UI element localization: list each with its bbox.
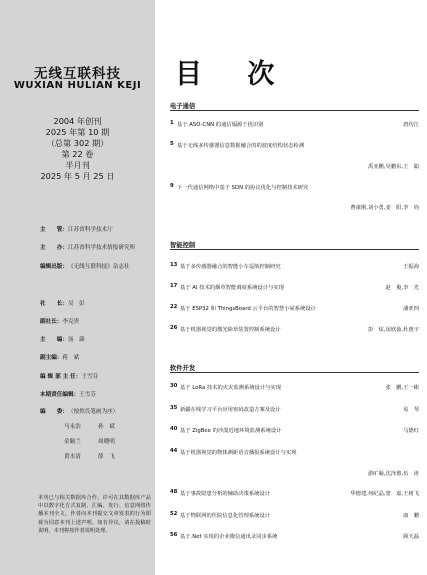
editor-name: 马永浩 (64, 424, 81, 430)
entry-page: 22 (170, 304, 178, 310)
entry-authors: 王振海 (403, 264, 419, 270)
issue-line: 2025 年 5 月 25 日 (40, 171, 115, 181)
editors-hint: （按姓氏笔画为序） (68, 409, 119, 415)
issue-line: （总第 302 期） (46, 138, 109, 148)
entry-page: 52 (170, 511, 178, 517)
magazine-pinyin: WUXIAN HULIAN KEJI (13, 80, 142, 91)
entry-title: 基于.Net 实现的企业微信通讯录同步系统 (180, 534, 278, 540)
masthead-row: 副社长：李克贵 (40, 319, 80, 325)
masthead-row: 主 办：江苏省科学技术情报研究所 (40, 245, 136, 251)
entry-authors: 彭 炫,闵欣茹,杜惠宇 (367, 327, 419, 333)
editor-name: 薛 飞 (98, 454, 115, 460)
toc-entry[interactable] (170, 383, 419, 389)
copyright-notice: 本刊已与相关数据库合作，许可在其数据库产品中以数字化方式复制、汇编、发行、信息网络传播本刊全文。作者向本刊提交文章发表的行为即视为同意本刊上述声明。如有异议，请在投稿时说明，本刊将按作者说明处理。 (38, 495, 151, 534)
entry-page: 30 (170, 383, 178, 389)
editor-name: 黄水清 (64, 454, 81, 460)
editor-name: 孙 斌 (98, 424, 115, 430)
section-divider (170, 372, 419, 373)
entry-page: 17 (170, 283, 178, 289)
entry-title: 基于 ESP32 和 ThingsBoard 云平台的智慧小屋系统设计 (180, 306, 316, 312)
issue-line: 第 22 卷 (61, 149, 94, 159)
issue-line: 半月刊 (65, 160, 90, 170)
section-heading: 电子通信 (170, 103, 196, 110)
toc-entry[interactable] (170, 405, 419, 411)
masthead-row: 编 辑 部 主 任：王雪芬 (40, 374, 99, 380)
editors-label: 编 委： (40, 409, 68, 415)
entry-title: 基于无线多传感器信息数据融合的的波度结构状态检测 (177, 143, 305, 149)
entry-page: 35 (170, 405, 178, 411)
entry-authors: 华德建,何纪晶,窦 嘉,王树飞 (350, 491, 419, 497)
entry-page: 13 (170, 262, 178, 268)
toc-entry[interactable] (170, 325, 419, 331)
section-divider (170, 110, 419, 111)
section-divider (170, 249, 419, 250)
section-heading: 软件开发 (170, 365, 196, 372)
toc-entry[interactable] (170, 532, 419, 538)
editor-name: 周晓明 (98, 439, 115, 445)
toc-entry[interactable] (170, 511, 419, 517)
section-heading: 智能控制 (170, 242, 196, 249)
entry-page: 44 (170, 448, 178, 454)
entry-page: 26 (170, 325, 178, 331)
entry-title: 基于 LoRa 技术的火灾监测系统设计与实现 (180, 385, 282, 391)
toc-entry[interactable] (170, 262, 419, 268)
toc-entry[interactable] (170, 283, 419, 289)
masthead-row: 副主编：蒋 斌 (40, 355, 80, 361)
entry-title: 基于事故隐患分析的辅助决策系统设计 (180, 491, 271, 497)
issue-line: 2025 年第 10 期 (45, 127, 110, 137)
entry-title: 基于机器视觉的激光除草装置控制系统设计 (180, 327, 281, 333)
issue-info (0, 116, 155, 182)
entry-authors: 赵 俊,李 光 (385, 285, 419, 291)
editor-name: 金颖兰 (64, 439, 81, 445)
entry-title: 基于机器视觉的物体测距语音播报系统设计与实现 (180, 450, 297, 456)
entry-title: 基于 AI 技术的烟草智能调度系统设计与实现 (180, 285, 284, 291)
entry-authors: 唐均江 (403, 122, 419, 128)
entry-page: 56 (170, 532, 178, 538)
entry-authors: 张 鹏,王一彬 (385, 385, 419, 391)
masthead-row: 社 长：吴 彭 (40, 301, 85, 307)
entry-authors: 潘亚四 (403, 306, 419, 312)
left-panel (0, 0, 155, 575)
masthead-row: 编辑出版：《无线互联科技》杂志社 (40, 264, 130, 270)
toc-entry[interactable] (170, 426, 419, 432)
toc-entry[interactable] (170, 489, 419, 495)
entry-authors: 顾天磊 (403, 534, 419, 540)
entry-page: 1 (170, 120, 174, 126)
entry-title: 下一代通信网络中基于 SDN 的协议优化与控制技术研究 (177, 185, 309, 191)
magazine-title: 无线互联科技 (34, 66, 121, 82)
toc-entry[interactable] (170, 448, 419, 477)
toc-entry[interactable] (170, 304, 419, 310)
entry-authors: 易 琴 (403, 407, 419, 413)
entry-title: 新疆在线学习平台应用密码改造方案及设计 (180, 407, 281, 413)
entry-title: 基于 ASO-CNN 的通信辐源干扰识别 (177, 122, 264, 128)
entry-page: 9 (170, 183, 174, 189)
entry-page: 48 (170, 489, 178, 495)
entry-authors: 游旷凝,沈泽愈,伍 涛 (367, 471, 419, 477)
masthead-row: 主 管：江苏省科学技术厅 (40, 227, 113, 233)
toc-entry[interactable] (170, 183, 419, 211)
toc-title: 目 次 (175, 59, 293, 90)
masthead-row: 主 编：汤 蕻 (40, 337, 85, 343)
entry-title: 基于 ZigBee 的沙漠近地环境监测系统设计 (180, 428, 282, 434)
entry-authors: 马德红 (403, 428, 419, 434)
toc-entry[interactable] (170, 141, 419, 170)
entry-authors: 康 鹏 (403, 513, 419, 519)
entry-title: 基于物联网的医院信息化管理系统设计 (180, 513, 271, 519)
toc-entry[interactable] (170, 120, 419, 126)
entry-title: 基于多传感器融合的智能小车巡航控制研究 (180, 264, 281, 270)
entry-page: 40 (170, 426, 178, 432)
entry-authors: 曹康刚,刘小勇,姜 阳,李 钧 (350, 205, 419, 211)
issue-line: 2004 年创刊 (53, 116, 102, 126)
entry-authors: 禹亚鹏,吴鹏东,王 聪 (367, 164, 419, 170)
entry-page: 5 (170, 141, 174, 147)
masthead-row: 本期责任编辑：王雪芬 (40, 392, 96, 398)
